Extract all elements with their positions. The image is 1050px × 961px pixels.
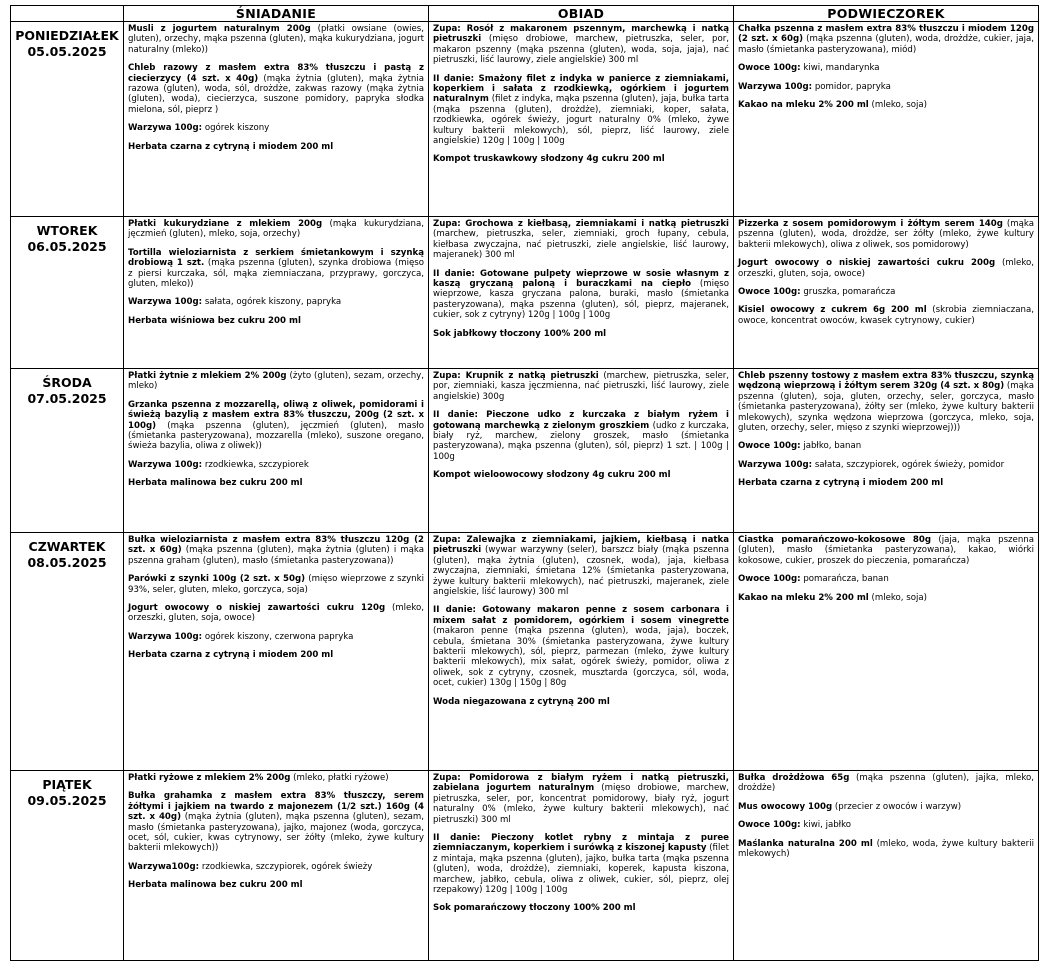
meal-item-title: Herbata malinowa bez cukru 200 ml — [128, 478, 303, 489]
meal-item-desc: (mąka pszenna (gluten), jęczmień (gluten), masło (śmietanka pasteryzowana), mozzarella (mleko), suszone oregano, świeża bazylia, oliwa z oliwek)) — [128, 420, 424, 452]
meal-item-title: Jogurt owocowy o niskiej zawartości cukru 200g — [738, 258, 996, 269]
meal-item — [128, 574, 424, 595]
meal-item-desc: sałata, ogórek kiszony, papryka — [204, 297, 342, 308]
day-row — [11, 533, 1039, 771]
meal-item-desc: pomidor, papryka — [814, 81, 891, 92]
snack-cell — [734, 369, 1039, 533]
meal-item-title: Kompot wieloowocowy słodzony 4g cukru 200 ml — [433, 470, 671, 481]
meal-item-title: Bułka grahamka z masłem extra 83% tłuszczy, serem żółtymi i jajkiem na twardo z majonezem (1/2 szt.) 160g (4 szt. x 40g) — [128, 791, 424, 823]
meal-item-title: Warzywa 100g: — [128, 459, 203, 470]
day-name: WTOREK — [36, 223, 98, 238]
meal-item — [738, 535, 1034, 566]
meal-item — [738, 460, 1034, 470]
meal-item-title: Zupa: Krupnik z natką pietruszki — [433, 371, 599, 381]
breakfast-cell — [124, 22, 429, 217]
meal-item-desc: (wywar warzywny (seler), barszcz biały (mąka pszenna (gluten), mąka żytnia (gluten), czosnek, woda), jaja, kiełbasa zwyczajna, ziemniaki, śmietana 12% (śmietanka pasteryzowana, żywe kultury bakterii mlekowych), nać pietruszki, majeranek, ziele angielskie, liść laurowy) 300 ml — [433, 545, 730, 598]
day-date: 07.05.2025 — [27, 391, 107, 406]
meal-item-desc: (mleko, orzeszki, gluten, soja, owoce) — [738, 258, 1034, 279]
meal-item — [128, 142, 424, 152]
meal-item-title: Owoce 100g: — [738, 287, 801, 298]
meal-item — [738, 258, 1034, 279]
meal-item-desc: gruszka, pomarańcza — [803, 287, 896, 298]
header-snack: PODWIECZOREK — [734, 6, 1039, 22]
breakfast-cell — [124, 533, 429, 771]
meal-item — [128, 460, 424, 470]
day-name: CZWARTEK — [28, 539, 106, 554]
day-cell — [11, 369, 124, 533]
meal-item — [738, 839, 1034, 860]
meal-item — [738, 478, 1034, 488]
meal-item-title: Zupa: Grochowa z kiełbasą, ziemniakami i natką pietruszki — [433, 219, 729, 229]
meal-item-title: Zupa: Zalewajka z ziemniakami, jajkiem, kiełbasą i natka pietruszki — [433, 535, 729, 556]
day-name: PONIEDZIAŁEK — [15, 28, 119, 43]
meal-item-desc: (mięso drobiowe, marchew, pietruszka, seler, por, koncentrat pomidorowy, biały ryż, jogurt naturalny 0% (mleko, żywe kultury bakterii mlekowych), nać pietruszki) 300 ml — [433, 783, 729, 825]
meal-item-desc: rzodkiewka, szczypiorek — [204, 459, 309, 470]
meal-item-title: Warzywa 100g: — [128, 631, 203, 642]
snack-cell — [734, 22, 1039, 217]
meal-item — [128, 791, 424, 853]
meal-item-desc: pomarańcza, banan — [803, 574, 889, 585]
meal-item-desc: (mąka pszenna (gluten), soja, gluten, orzechy, seler, gorczyca, masło (śmietanka pasteryzowana), żółty ser (mleko, żywe kultury bakterii mlekowych), szynka wędzona wieprzowa (gorczyca, mleko, soja, gluten, orzechy, seler, mięso z szynki wieprzowej))) — [738, 381, 1034, 434]
meal-item-desc: (udko z kurczaka, biały ryż, marchew, zielony groszek, masło (śmietanka pasteryzowana), mąka pszenna (gluten), sól, pieprz) 1 szt. | 100g | 100g — [433, 420, 729, 462]
meal-item-title: Kakao na mleku 2% 200 ml — [738, 100, 869, 111]
breakfast-cell — [124, 369, 429, 533]
meal-item-title: Tortilla wieloziarnista z serkiem śmietankowym i szynką drobiową 1 szt. — [128, 247, 424, 269]
meal-item-title: Woda niegazowana z cytryną 200 ml — [433, 696, 610, 707]
meal-item — [433, 773, 729, 825]
meal-item-desc: (marchew, pietruszka, seler, por, ziemniaki, kasza jęczmienna, nać pietruszki, liść laurowy, ziele angielskie) 300g — [433, 371, 730, 402]
meal-item-title: II danie: Pieczony kotlet rybny z mintaja z puree ziemniaczanym, koperkiem i surówką z kiszonej kapusty — [433, 833, 729, 854]
meal-item-title: Owoce 100g: — [738, 63, 801, 74]
meal-item — [433, 470, 729, 480]
day-date: 06.05.2025 — [27, 239, 107, 254]
day-cell — [11, 771, 124, 961]
meal-item — [433, 697, 729, 707]
meal-item-desc: (mięso drobiowe, marchew, pietruszka, seler, por, makaron pszenny (mąka pszenna (gluten), woda, soja, jaja), nać pietruszki, liść laurowy, ziele angielskie) 300 ml — [433, 34, 729, 66]
meal-item — [128, 297, 424, 307]
meal-item-desc: (jaja, mąka pszenna (gluten), masło (śmietanka pasteryzowana), kakao, wiórki kokosowe, cukier, proszek do pieczenia, pomarańcza) — [738, 535, 1034, 566]
snack-cell — [734, 217, 1039, 369]
day-row — [11, 22, 1039, 217]
meal-item — [128, 603, 424, 624]
day-date: 05.05.2025 — [27, 44, 107, 59]
meal-item — [738, 305, 1034, 326]
meal-item — [738, 820, 1034, 830]
meal-item-desc: (mąka pszenna (gluten), szynka drobiowa (mięso z piersi kurczaka, sól, mąka ziemniaczana, przyprawy, gorczyca, gluten, mleko)) — [128, 258, 424, 290]
meal-item-title: Pizzerka z sosem pomidorowym i żółtym serem 140g — [738, 219, 1003, 229]
header-breakfast: ŚNIADANIE — [124, 6, 429, 22]
meal-item — [738, 574, 1034, 584]
meal-item-title: Owoce 100g: — [738, 441, 801, 452]
meal-item — [738, 802, 1034, 812]
menu-table — [10, 5, 1039, 961]
meal-item-desc: jabłko, banan — [803, 441, 862, 452]
meal-item-desc: (skrobia ziemniaczana, owoce, koncentrat owoców, kwasek cytrynowy, cukier) — [738, 305, 1034, 326]
meal-item — [128, 24, 424, 55]
meal-item — [128, 248, 424, 290]
meal-item — [128, 650, 424, 660]
meal-item-desc: (mąka pszenna (gluten), woda, drożdże, cukier, jaja, masło (śmietanka pasteryzowana), miód) — [738, 34, 1034, 55]
meal-item-title: Kakao na mleku 2% 200 ml — [738, 592, 869, 603]
meal-item — [738, 773, 1034, 794]
meal-item-title: Sok jabłkowy tłoczony 100% 200 ml — [433, 328, 607, 339]
meal-item — [128, 773, 424, 783]
header-empty — [11, 6, 124, 22]
day-cell — [11, 22, 124, 217]
meal-item-title: Kompot truskawkowy słodzony 4g cukru 200 ml — [433, 154, 665, 165]
meal-item — [738, 24, 1034, 55]
meal-item-title: Płatki żytnie z mlekiem 2% 200g — [128, 371, 287, 381]
meal-item-title: Maślanka naturalna 200 ml — [738, 838, 873, 849]
meal-item — [433, 371, 729, 402]
meal-item — [738, 371, 1034, 433]
meal-item — [128, 880, 424, 890]
meal-item-desc: ogórek kiszony, czerwona papryka — [204, 631, 354, 642]
meal-item — [128, 371, 424, 392]
meal-item-title: Warzywa100g: — [128, 861, 200, 872]
meal-item — [433, 269, 729, 321]
meal-item-title: Mus owocowy 100g — [738, 801, 833, 812]
meal-item-title: Chleb razowy z masłem extra 83% tłuszczu i pastą z ciecierzycy (4 szt. x 40g) — [128, 63, 424, 84]
meal-item-title: Ciastka pomarańczowo-kokosowe 80g — [738, 535, 932, 545]
snack-cell — [734, 533, 1039, 771]
meal-item — [738, 63, 1034, 73]
meal-item-title: Jogurt owocowy o niskiej zawartości cukru 120g — [128, 603, 386, 614]
meal-item-desc: kiwi, mandarynka — [803, 63, 880, 74]
meal-item — [433, 410, 729, 462]
day-name: PIĄTEK — [42, 777, 92, 792]
meal-item-desc: (mleko, woda, żywe kultury bakterii mlekowych) — [738, 838, 1034, 860]
meal-item-desc: (mąka pszenna (gluten), jajka, mleko, drożdże) — [738, 773, 1034, 794]
meal-item — [433, 535, 729, 597]
lunch-cell — [429, 369, 734, 533]
meal-item-desc: (filet z mintaja, mąka pszenna (gluten), jajko, bułka tarta (mąka pszenna (gluten), woda, drożdże), ziemniaki, koperek, kapusta kiszona, marchew, jabłko, cebula, oliwa z oliwek, cukier, sól, pieprz, olej rzepakowy) 120g | 100g | 100g — [433, 843, 730, 896]
meal-item — [128, 632, 424, 642]
meal-item-title: Grzanka pszenna z mozzarellą, oliwą z oliwek, pomidorami i świeżą bazylią z masłem extra 83% tłuszczu, 200g (2 szt. x 100g) — [128, 399, 424, 431]
meal-item-desc: (płatki owsiane (owies, gluten), orzechy, mąka pszenna (gluten), mąka kukurydziana, jogurt naturalny (mleko)) — [128, 24, 425, 55]
meal-item-title: Płatki kukurydziane z mlekiem 200g — [128, 219, 323, 229]
meal-item-title: II danie: Gotowany makaron penne z sosem carbonara i mixem sałat z pomidorem, ogórkiem i sosem vinegrette — [433, 605, 729, 626]
meal-item — [128, 316, 424, 326]
breakfast-cell — [124, 771, 429, 961]
lunch-cell — [429, 533, 734, 771]
header-row — [11, 6, 1039, 22]
meal-item-title: Parówki z szynki 100g (2 szt. x 50g) — [128, 574, 306, 585]
meal-item-desc: kiwi, jabłko — [803, 820, 852, 831]
meal-item — [738, 82, 1034, 92]
meal-item — [738, 100, 1034, 110]
meal-item-title: Herbata wiśniowa bez cukru 200 ml — [128, 315, 301, 326]
meal-item-title: Herbata czarna z cytryną i miodem 200 ml — [738, 478, 944, 489]
snack-cell — [734, 771, 1039, 961]
meal-item — [433, 833, 729, 895]
day-row — [11, 217, 1039, 369]
meal-item — [128, 400, 424, 452]
meal-item-title: Warzywa 100g: — [738, 81, 813, 92]
meal-item-desc: (mleko, soja) — [871, 592, 928, 603]
meal-item — [433, 154, 729, 164]
meal-item-title: Sok pomarańczowy tłoczony 100% 200 ml — [433, 903, 636, 914]
meal-item-title: Bułka drożdżowa 65g — [738, 773, 850, 783]
meal-item-title: Warzywa 100g: — [128, 123, 203, 134]
lunch-cell — [429, 217, 734, 369]
meal-item — [433, 24, 729, 66]
meal-item-desc: ogórek kiszony — [204, 123, 270, 134]
meal-item — [128, 862, 424, 872]
meal-item-desc: (mleko, orzeszki, gluten, soja, owoce) — [128, 603, 424, 624]
day-name: ŚRODA — [42, 375, 92, 390]
meal-item-title: Owoce 100g: — [738, 574, 801, 585]
meal-item-title: Herbata czarna z cytryną i miodem 200 ml — [128, 650, 334, 661]
meal-item-title: II danie: Smażony filet z indyka w panierce z ziemniakami, koperkiem i sałata z rzodkiewką, ogórkiem i jogurtem naturalnym — [433, 73, 729, 105]
meal-item-desc: (żyto (gluten), sezam, orzechy, mleko) — [128, 371, 424, 392]
day-row — [11, 771, 1039, 961]
meal-item-title: Musli z jogurtem naturalnym 200g — [128, 24, 311, 34]
meal-item-title: Chałka pszenna z masłem extra 83% tłuszczu i miodem 120g (2 szt. x 60g) — [738, 24, 1034, 45]
meal-item-desc: (mąka pszenna (gluten), mąka żytnia (gluten) i mąka pszenna graham (gluten), masło (śmietanka pasteryzowana)) — [128, 545, 425, 566]
meal-item-desc: (marchew, pietruszka, seler, ziemniaki, groch łupany, cebula, kiełbasa zwyczajna, nać pietruszki, ziele angielskie, liść laurowy, majeranek) 300 ml — [433, 229, 729, 261]
breakfast-cell — [124, 217, 429, 369]
day-date: 09.05.2025 — [27, 793, 107, 808]
meal-item-desc: (mąka żytnia (gluten), mąka żytnia razowa (gluten), woda, sól, drożdże, zakwas razowy (mąka żytnia (gluten), woda), ciecierzyca, suszone pomidory, papryka słodka mielona, sól, pieprz ) — [128, 73, 424, 115]
meal-item-title: Kisiel owocowy z cukrem 6g 200 ml — [738, 305, 927, 316]
lunch-cell — [429, 771, 734, 961]
meal-item — [128, 478, 424, 488]
meal-item — [433, 903, 729, 913]
meal-item — [128, 219, 424, 240]
meal-item-desc: (mąka żytnia (gluten), mąka pszenna (gluten), sezam, masło (śmietanka pasteryzowana), jajko, majonez (woda, gorczyca, ocet, sól, cukier, kwas cytrynowy, ser żółty (mleko, żywe kultury bakterii mlekowych)) — [128, 812, 424, 854]
meal-item — [128, 535, 424, 566]
day-row — [11, 369, 1039, 533]
meal-item-desc: (makaron penne (mąka pszenna (gluten), woda, jaja), boczek, cebula, śmietana 30% (śmietanka pasteryzowana, żywe kultury bakterii mlekowych), sól, pieprz, parmezan (mleko, żywe kultury bakterii mlekowych), mix sałat, ogórek świeży, pomidor, oliwa z oliwek, sok z cytryny, czosnek, musztarda (gorczyca, sól, woda, ocet, cukier) 130g | 150g | 80g — [433, 626, 729, 689]
meal-item — [128, 63, 424, 115]
meal-item-desc: (mięso wieprzowe z szynki 93%, seler, gluten, mleko, gorczyca, soja) — [128, 574, 424, 595]
meal-item — [738, 219, 1034, 250]
day-cell — [11, 533, 124, 771]
meal-item-title: Warzywa 100g: — [128, 297, 203, 308]
meal-item-desc: (przecier z owoców i warzyw) — [834, 801, 962, 812]
meal-item-desc: sałata, szczypiorek, ogórek świeży, pomidor — [814, 459, 1005, 470]
meal-item — [738, 593, 1034, 603]
meal-item-desc: (mleko, soja) — [871, 100, 928, 111]
day-cell — [11, 217, 124, 369]
meal-item-desc: (mleko, płatki ryżowe) — [293, 773, 389, 783]
meal-item — [433, 219, 729, 261]
meal-item — [738, 287, 1034, 297]
meal-item-desc: rzodkiewka, szczypiorek, ogórek świeży — [201, 861, 373, 872]
meal-item-title: II danie: Pieczone udko z kurczaka z białym ryżem i gotowaną marchewką z zielonym groszkiem — [433, 410, 729, 431]
header-lunch: OBIAD — [429, 6, 734, 22]
meal-item-title: Zupa: Pomidorowa z białym ryżem i natką pietruszki, zabielana jogurtem naturalnym — [433, 773, 729, 794]
meal-item-title: II danie: Gotowane pulpety wieprzowe w sosie własnym z kaszą gryczaną paloną i buraczkami na ciepło — [433, 268, 729, 290]
meal-item — [738, 441, 1034, 451]
meal-item — [433, 329, 729, 339]
meal-item-desc: (mięso wieprzowe, kasza gryczana palona, buraki, masło (śmietanka pasteryzowana), mąka pszenna (gluten), sól, pieprz, majeranek, cukier, sok z cytryny) 120g | 100g | 100g — [433, 279, 729, 321]
lunch-cell — [429, 22, 734, 217]
meal-item-desc: (mąka kukurydziana, jęczmień (gluten), mleko, soja, orzechy) — [128, 219, 424, 240]
day-date: 08.05.2025 — [27, 555, 107, 570]
meal-item — [433, 74, 729, 147]
meal-item-title: Płatki ryżowe z mlekiem 2% 200g — [128, 773, 291, 783]
meal-item-title: Herbata czarna z cytryną i miodem 200 ml — [128, 141, 334, 152]
meal-item-title: Zupa: Rosół z makaronem pszennym, marchewką i natką pietruszki — [433, 24, 729, 45]
meal-item-title: Owoce 100g: — [738, 820, 801, 831]
meal-item-desc: (mąka pszenna (gluten), woda, drożdże, ser żółty (mleko, żywe kultury bakterii mlekowych), oliwa z oliwek, sos pomidorowy) — [738, 219, 1034, 250]
meal-item-title: Warzywa 100g: — [738, 459, 813, 470]
meal-item-title: Chleb pszenny tostowy z masłem extra 83% tłuszczu, szynką wędzoną wieprzową i żółtym serem 320g (4 szt. x 80g) — [738, 371, 1034, 392]
meal-item — [128, 123, 424, 133]
meal-item — [433, 605, 729, 688]
meal-item-desc: (filet z indyka, mąka pszenna (gluten), jaja, bułka tarta (mąka pszenna (gluten), drożdże), ziemniaki, koper, sałata, rzodkiewka, ogórek świeży, jogurt naturalny 0% (mleko, żywe kultury bakterii mlekowych), sól, pieprz, liść laurowy, ziele angielskie) 120g | 100g | 100g — [433, 94, 729, 147]
meal-item-title: Bułka wieloziarnista z masłem extra 83% tłuszczu 120g (2 szt. x 60g) — [128, 535, 424, 556]
meal-item-title: Herbata malinowa bez cukru 200 ml — [128, 880, 303, 891]
